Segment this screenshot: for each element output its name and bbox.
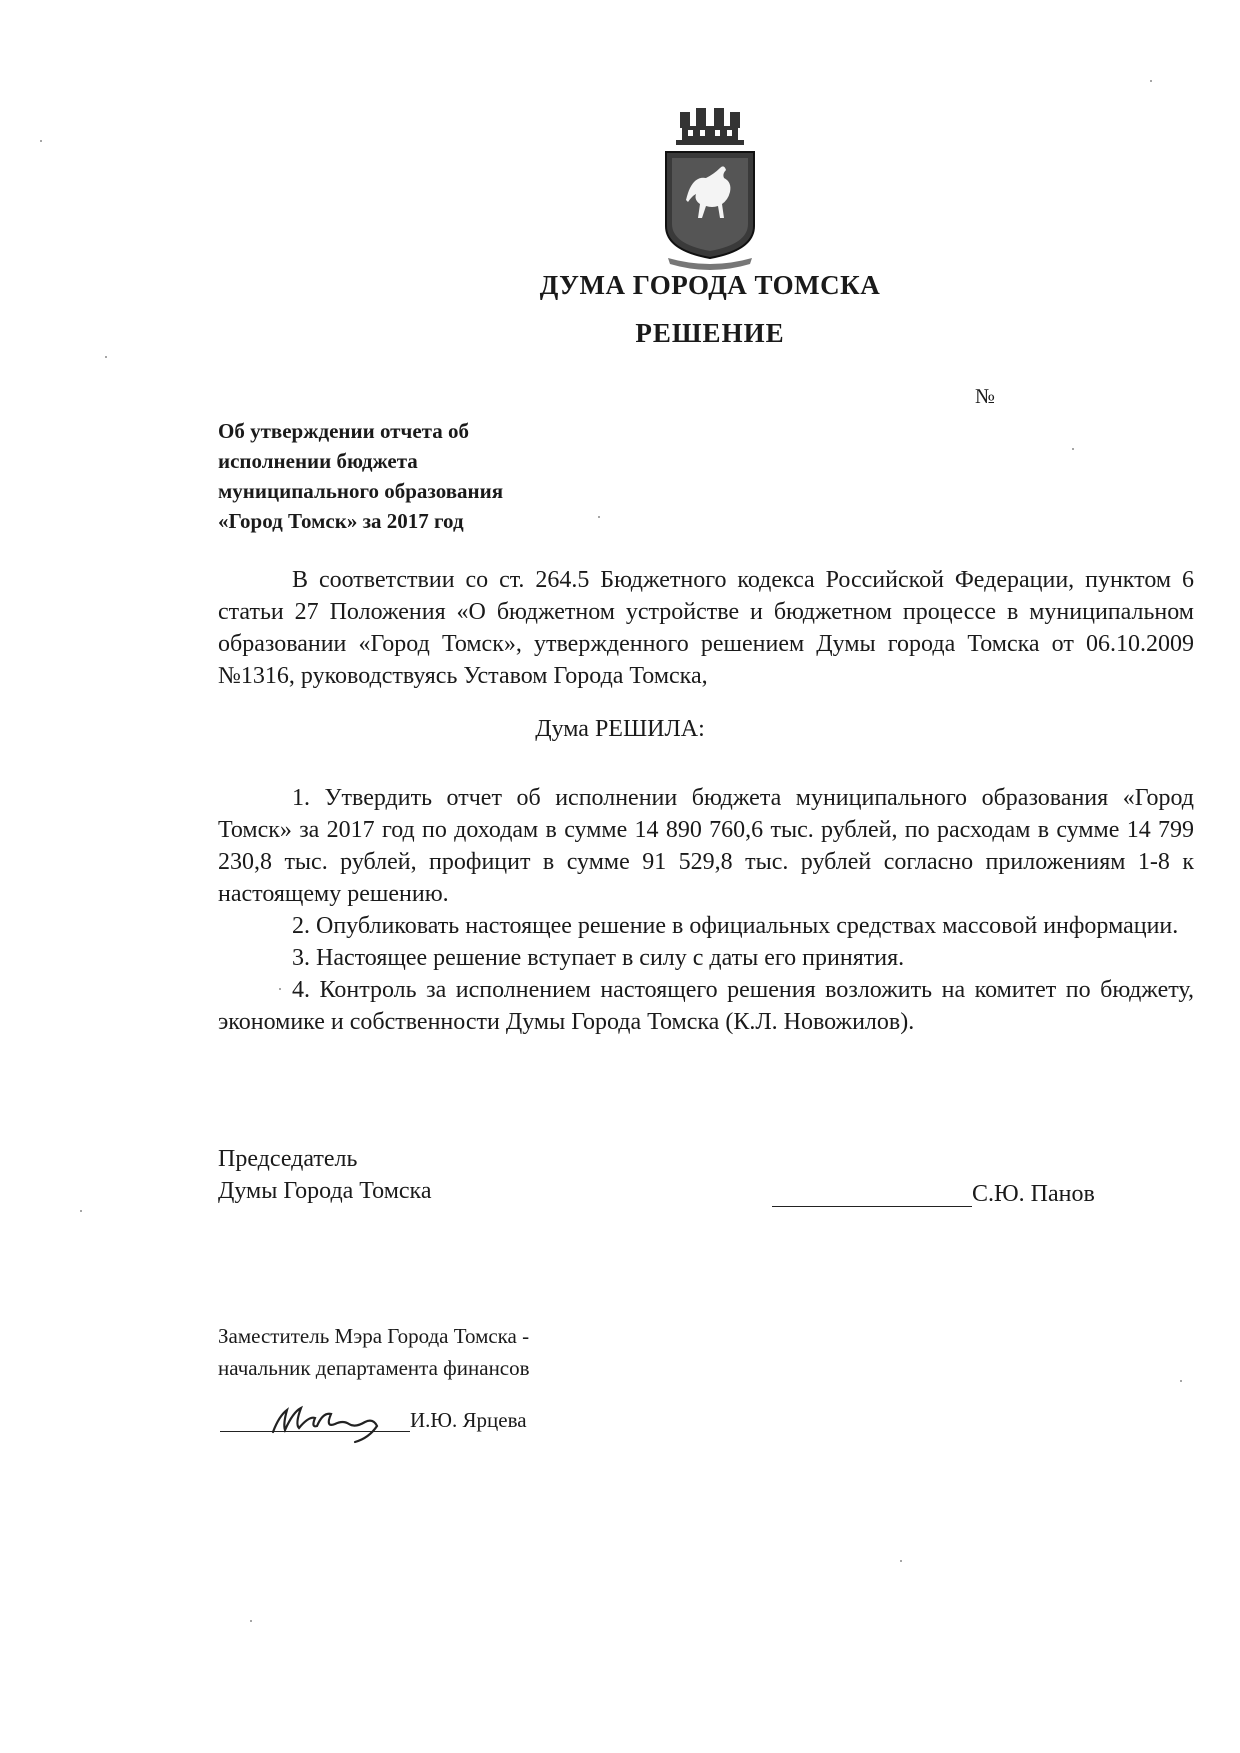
- document-type-heading: РЕШЕНИЕ: [635, 318, 785, 348]
- decision-subject: [218, 416, 618, 536]
- scan-speck: [80, 1210, 82, 1212]
- chair-title-line: Думы Города Томска: [218, 1178, 432, 1204]
- chair-name: С.Ю. Панов: [972, 1181, 1095, 1207]
- subject-line: Об утверждении отчета об: [218, 419, 469, 443]
- subject-line: «Город Томск» за 2017 год: [218, 509, 464, 533]
- scan-speck: [1150, 80, 1152, 82]
- scan-speck: [598, 516, 600, 518]
- scan-speck: [900, 1560, 902, 1562]
- scan-speck: [250, 1620, 252, 1622]
- decision-item: 4. Контроль за исполнением настоящего решения возложить на комитет по бюджету, экономике и собственности Думы Города Томска (К.Л. Новожилов).: [218, 977, 1194, 1035]
- deputy-title: [218, 1320, 530, 1384]
- deputy-name: И.Ю. Ярцева: [410, 1408, 527, 1432]
- chair-signature-line: [772, 1206, 972, 1207]
- scan-speck: [279, 988, 281, 990]
- scan-speck: [1072, 448, 1074, 450]
- chair-title: [218, 1143, 432, 1207]
- decision-item: 2. Опубликовать настоящее решение в официальных средствах массовой информации.: [292, 913, 1179, 939]
- subject-line: исполнении бюджета: [218, 449, 418, 473]
- scan-speck: [40, 140, 42, 142]
- decision-item: 1. Утвердить отчет об исполнении бюджета муниципального образования «Город Томск» за 2017 год по доходам в сумме 14 890 760,6 тыс. рублей, по расходам в сумме 14 799 230,8 тыс. рублей, профицит в сумме 91 529,8 тыс. рублей согласно приложениям 1-8 к настоящему решению.: [218, 785, 1194, 907]
- chair-title-line: Председатель: [218, 1146, 358, 1172]
- scan-speck: [105, 356, 107, 358]
- subject-line: муниципального образования: [218, 479, 504, 503]
- handwritten-signature-icon: [265, 1398, 415, 1448]
- tomsk-coat-of-arms-icon: [660, 104, 760, 270]
- decision-item: 3. Настоящее решение вступает в силу с даты его принятия.: [292, 945, 905, 971]
- preamble-paragraph: В соответствии со ст. 264.5 Бюджетного кодекса Российской Федерации, пунктом 6 статьи 27 Положения «О бюджетном устройстве и бюджетном процессе в муниципальном образовании «Город Томск», утвержденного решением Думы города Томска от 06.10.2009 №1316, руководствуясь Уставом Города Томска,: [218, 567, 1194, 689]
- deputy-title-line: Заместитель Мэра Города Томска -: [218, 1324, 530, 1348]
- scan-speck: [1180, 1380, 1182, 1382]
- resolved-heading: Дума РЕШИЛА:: [535, 716, 705, 742]
- decision-number: №: [975, 384, 996, 408]
- deputy-title-line: начальник департамента финансов: [218, 1356, 530, 1380]
- organization-heading: ДУМА ГОРОДА ТОМСКА: [539, 270, 881, 300]
- decision-items: [218, 782, 1194, 1038]
